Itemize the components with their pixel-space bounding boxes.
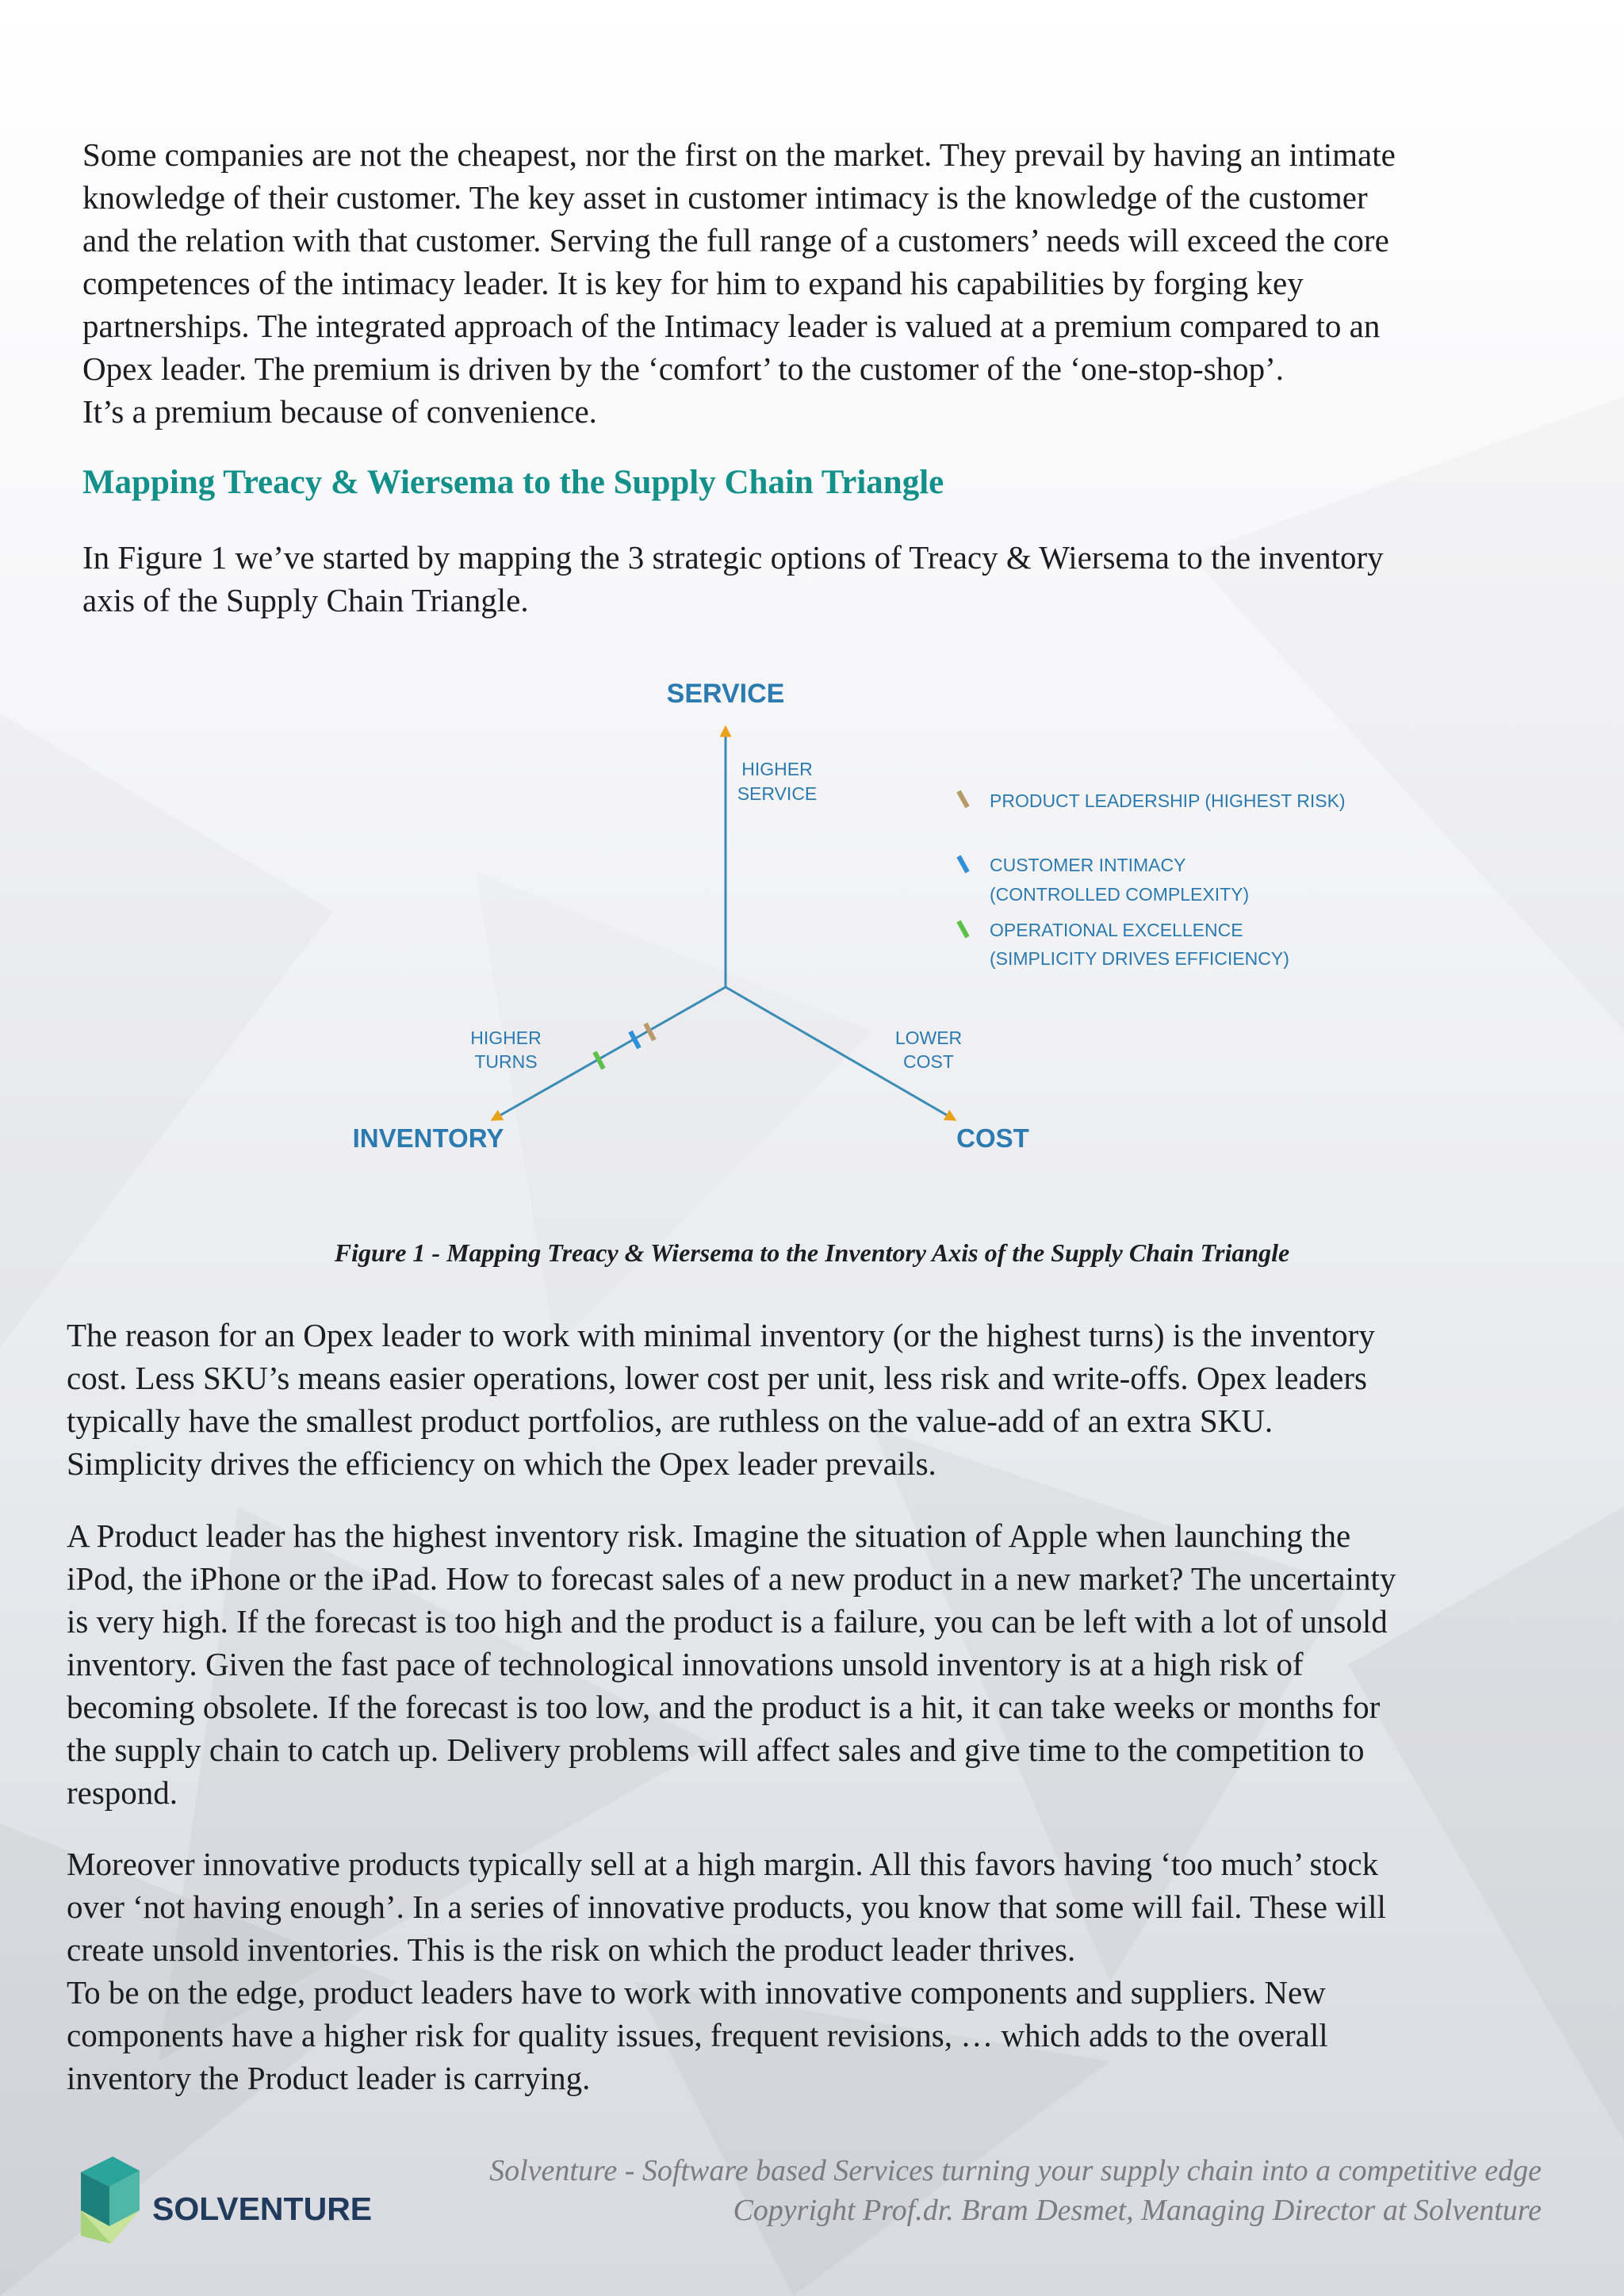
intro-line: partnerships. The integrated approach of the Intimacy leader is valued at a premium compared to an: [82, 308, 1381, 344]
section-heading: Mapping Treacy & Wiersema to the Supply Chain Triangle: [82, 464, 944, 501]
intro-line: competences of the intimacy leader. It is key for him to expand his capabilities by forging key: [82, 265, 1304, 301]
legend-intimacy-label: (CONTROLLED COMPLEXITY): [990, 884, 1250, 905]
paragraph-line: components have a higher risk for quality issues, frequent revisions, … which adds to the overall: [67, 2017, 1328, 2053]
solventure-logo: [79, 2156, 396, 2252]
legend-product-label: PRODUCT LEADERSHIP (HIGHEST RISK): [990, 790, 1346, 811]
legend-product-swatch: [959, 791, 967, 807]
paragraph-line: Simplicity drives the efficiency on which the Opex leader prevails.: [67, 1445, 936, 1482]
intro-line: and the relation with that customer. Serving the full range of a customers’ needs will exceed the core: [82, 222, 1389, 258]
paragraph-line: A Product leader has the highest inventory risk. Imagine the situation of Apple when launching the: [67, 1517, 1351, 1554]
paragraph-line: becoming obsolete. If the forecast is too low, and the product is a hit, it can take weeks or months for: [67, 1689, 1381, 1725]
logo-wordmark: SOLVENTURE: [152, 2191, 373, 2227]
intro-line: knowledge of their customer. The key asset in customer intimacy is the knowledge of the customer: [82, 179, 1368, 216]
legend-opex-label: (SIMPLICITY DRIVES EFFICIENCY): [990, 948, 1289, 969]
footer-tagline: Solventure - Software based Services turning your supply chain into a competitive edge: [489, 2154, 1542, 2187]
supply-chain-triangle-figure: [333, 666, 1346, 1173]
paragraph-line: Moreover innovative products typically sell at a high margin. All this favors having ‘too much’ stock: [67, 1846, 1379, 1882]
legend-opex-label: OPERATIONAL EXCELLENCE: [990, 920, 1243, 940]
section-line: In Figure 1 we’ve started by mapping the 3 strategic options of Treacy & Wiersema to the inventory: [82, 539, 1384, 576]
cost-axis-label: COST: [956, 1123, 1029, 1153]
paragraph-line: The reason for an Opex leader to work with minimal inventory (or the highest turns) is the inventory: [67, 1317, 1375, 1353]
paragraph-line: create unsold inventories. This is the risk on which the product leader thrives.: [67, 1931, 1076, 1968]
paragraph-line: typically have the smallest product portfolios, are ruthless on the value-add of an extra SKU.: [67, 1402, 1274, 1439]
higher-turns-label: HIGHER: [470, 1027, 542, 1048]
higher-service-label: SERVICE: [737, 783, 818, 804]
legend-intimacy-label: CUSTOMER INTIMACY: [990, 855, 1186, 875]
paragraph-line: respond.: [67, 1774, 178, 1811]
legend-opex-swatch: [959, 921, 967, 937]
section-line: axis of the Supply Chain Triangle.: [82, 582, 529, 618]
intro-line: It’s a premium because of convenience.: [82, 393, 597, 430]
footer-copyright: Copyright Prof.dr. Bram Desmet, Managing Director at Solventure: [733, 2194, 1542, 2227]
paragraph-line: iPod, the iPhone or the iPad. How to forecast sales of a new product in a new market? The uncertainty: [67, 1560, 1396, 1597]
inventory-axis-label: INVENTORY: [352, 1123, 504, 1153]
lower-cost-label: LOWER: [894, 1027, 963, 1048]
higher-turns-label: TURNS: [474, 1051, 538, 1072]
paragraph-line: the supply chain to catch up. Delivery problems will affect sales and give time to the competition to: [67, 1732, 1365, 1768]
higher-service-label: HIGHER: [741, 759, 813, 779]
paragraph-line: is very high. If the forecast is too high and the product is a failure, you can be left with a lot of unsold: [67, 1603, 1388, 1640]
intro-line: Some companies are not the cheapest, nor the first on the market. They prevail by having an intimate: [82, 136, 1396, 173]
paragraph-line: inventory. Given the fast pace of technological innovations unsold inventory is at a high risk of: [67, 1646, 1304, 1682]
paragraph-line: To be on the edge, product leaders have to work with innovative components and suppliers. New: [67, 1974, 1326, 2011]
figure-caption: Figure 1 - Mapping Treacy & Wiersema to the Inventory Axis of the Supply Chain Triangle: [334, 1238, 1290, 1267]
paragraph-line: inventory the Product leader is carrying.: [67, 2060, 591, 2096]
service-axis-label: SERVICE: [666, 679, 785, 709]
paragraph-line: cost. Less SKU’s means easier operations, lower cost per unit, less risk and write-offs. Opex leaders: [67, 1360, 1367, 1396]
intro-line: Opex leader. The premium is driven by the ‘comfort’ to the customer of the ‘one-stop-shop’.: [82, 350, 1285, 387]
lower-cost-label: COST: [903, 1051, 954, 1072]
legend-intimacy-swatch: [959, 856, 967, 872]
paragraph-line: over ‘not having enough’. In a series of innovative products, you know that some will fail. These will: [67, 1888, 1386, 1925]
